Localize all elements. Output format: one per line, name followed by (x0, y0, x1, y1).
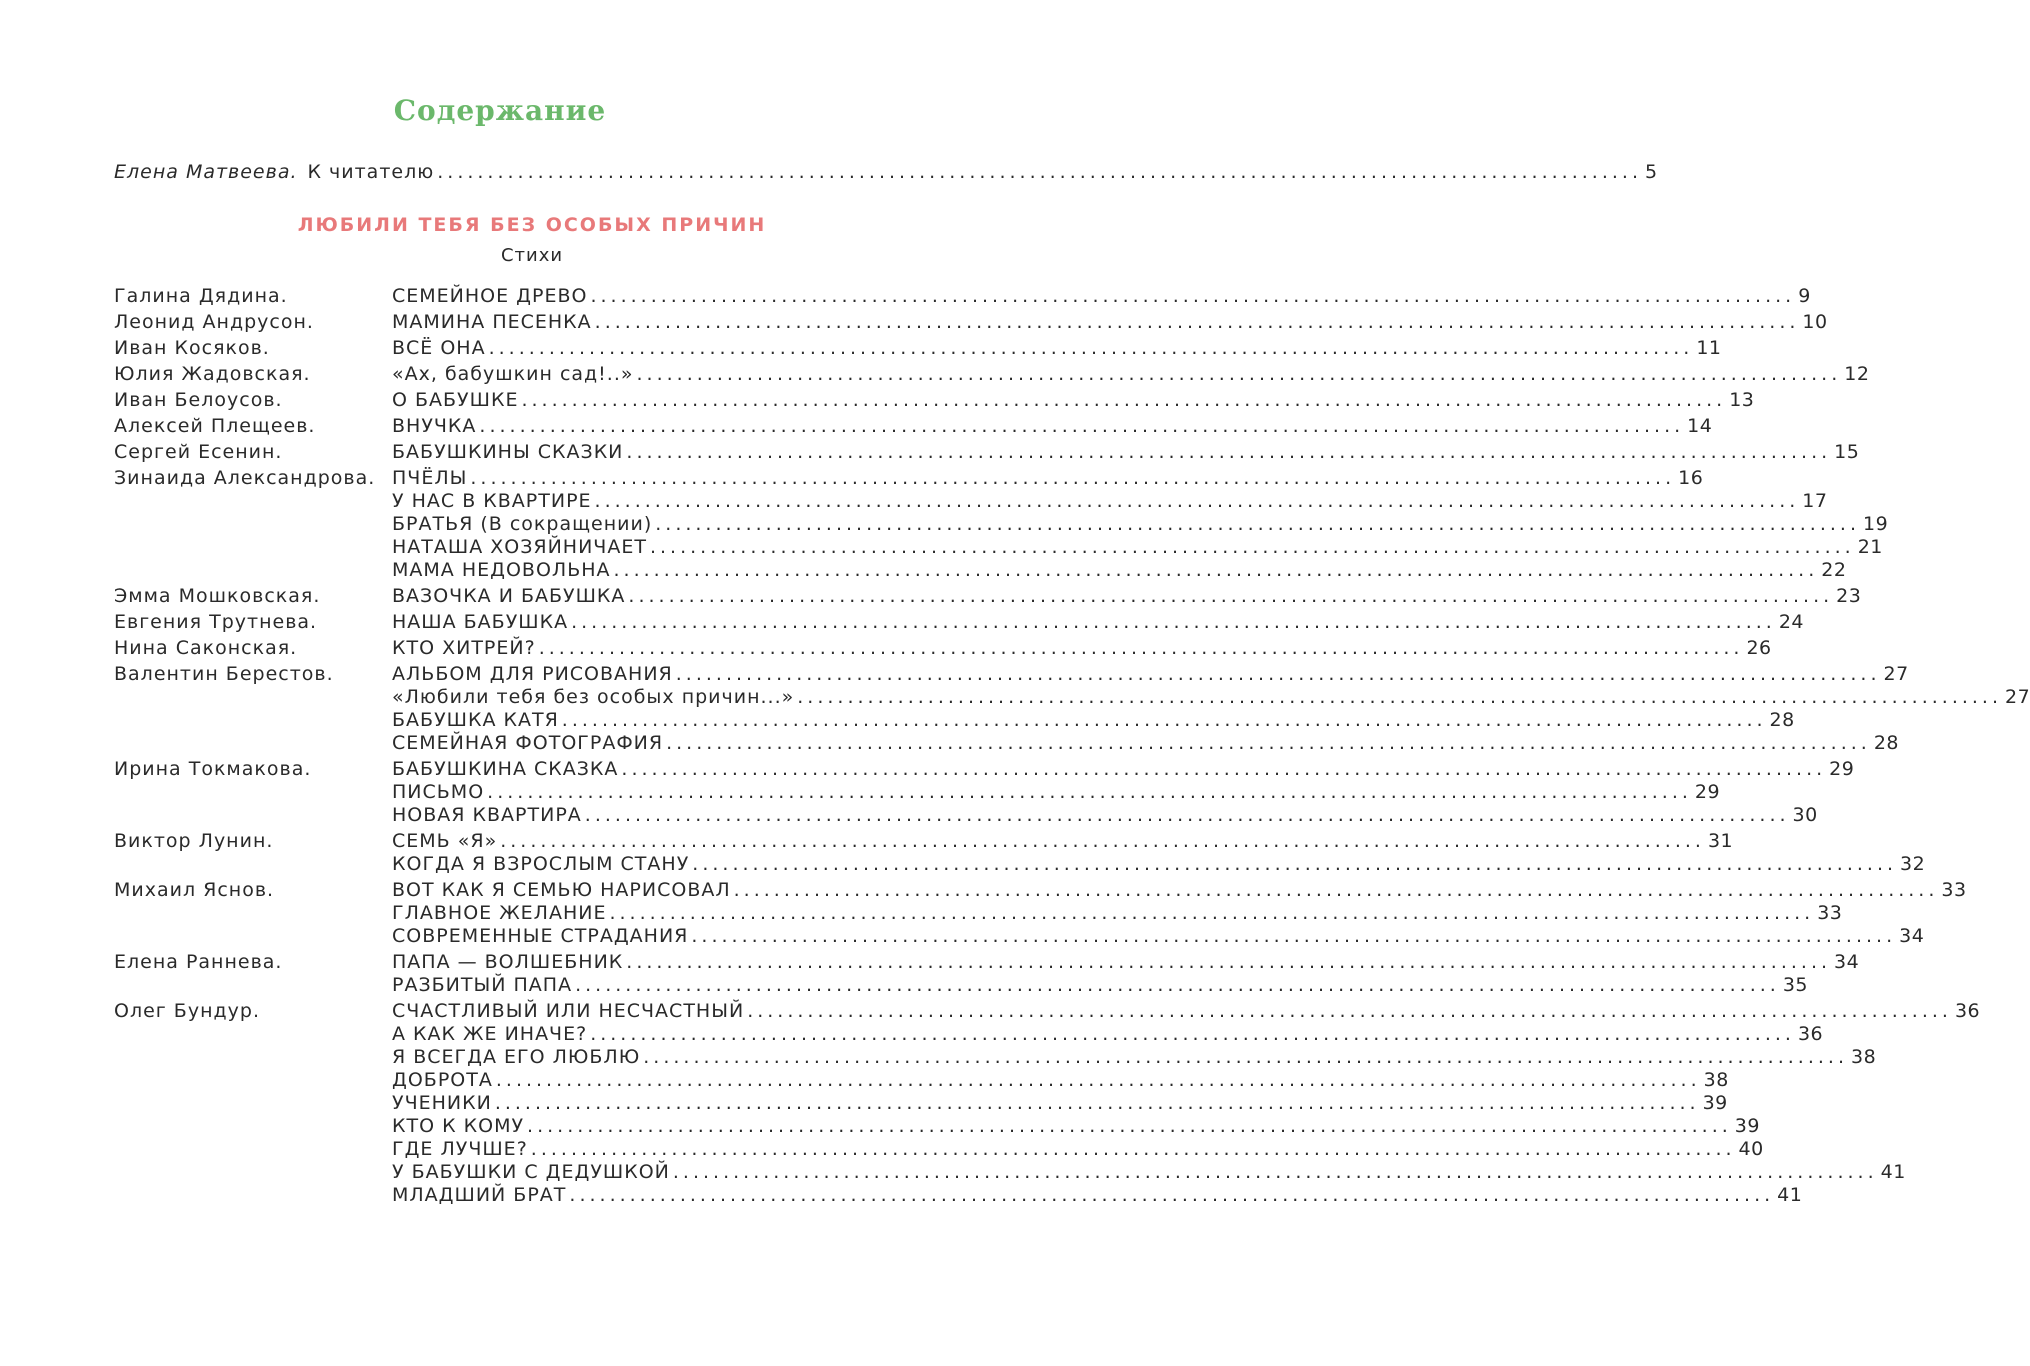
toc-page-number: 26 (1746, 637, 1772, 659)
toc-title: СЕМЕЙНОЕ ДРЕВО (392, 285, 588, 307)
toc-author: Эмма Мошковская. (114, 585, 321, 607)
dot-leader: ........................................................................................................................ (590, 285, 1796, 307)
toc-page-number: 27 (2005, 686, 2030, 708)
toc-entry (392, 610, 1805, 635)
toc-row[interactable] (0, 584, 1862, 609)
dot-leader: ........................................................................................................................ (500, 830, 1705, 852)
preface-page: 5 (1644, 161, 1659, 183)
toc-title: «Ах, бабушкин сад!..» (392, 363, 634, 385)
toc-row[interactable] (0, 924, 1925, 949)
toc-row[interactable] (0, 414, 1713, 439)
toc-page-number: 33 (1941, 879, 1967, 901)
dot-leader: ........................................................................................................................ (649, 536, 1855, 558)
dot-leader: ........................................................................................................................ (675, 663, 1881, 685)
toc-title: СЧАСТЛИВЫЙ ИЛИ НЕСЧАСТНЫЙ (392, 1000, 745, 1022)
dot-leader: ........................................................................................................................ (590, 1023, 1795, 1045)
toc-row[interactable] (0, 1114, 1760, 1139)
toc-row[interactable] (0, 803, 1818, 828)
dot-leader: ........................................................................................................................ (621, 758, 1827, 780)
toc-row[interactable] (0, 512, 1889, 537)
dot-leader: ........................................................................................................................ (609, 902, 1815, 924)
dot-leader: ........................................................................................................................ (487, 781, 1692, 803)
toc-title: У БАБУШКИ С ДЕДУШКОЙ (392, 1161, 670, 1183)
toc-entry (392, 901, 1843, 926)
toc-row[interactable] (0, 973, 1809, 998)
dot-leader: ........................................................................................................................ (655, 513, 1860, 535)
dot-leader: ........................................................................................................................ (437, 161, 1642, 183)
toc-author: Нина Саконская. (114, 637, 298, 659)
toc-row[interactable] (0, 1091, 1728, 1116)
dot-leader: ........................................................................................................................ (626, 951, 1832, 973)
toc-page-number: 34 (1834, 951, 1860, 973)
toc-row[interactable] (0, 558, 1847, 583)
toc-entry (392, 1091, 1728, 1116)
toc-row[interactable] (0, 310, 1828, 335)
toc-entry (392, 1045, 1877, 1070)
toc-page-number: 30 (1792, 804, 1818, 826)
dot-leader: ........................................................................................................................ (584, 804, 1790, 826)
toc-entry (392, 512, 1889, 537)
toc-row[interactable] (0, 1068, 1729, 1093)
toc-page-number: 33 (1817, 902, 1843, 924)
toc-page-number: 34 (1899, 925, 1925, 947)
toc-title: ВАЗОЧКА И БАБУШКА (392, 585, 626, 607)
toc-entry (392, 535, 1883, 560)
toc-row[interactable] (0, 757, 1855, 782)
dot-leader: ........................................................................................................................ (626, 441, 1832, 463)
toc-page-number: 29 (1829, 758, 1855, 780)
page-title: Содержание (393, 94, 607, 127)
dot-leader: ........................................................................................................................ (495, 1069, 1701, 1091)
toc-entry (392, 336, 1722, 361)
toc-author: Михаил Яснов. (114, 879, 275, 901)
toc-entry (392, 999, 1981, 1024)
toc-title: Я ВСЕГДА ЕГО ЛЮБЛЮ (392, 1046, 641, 1068)
toc-row[interactable] (0, 610, 1805, 635)
toc-row[interactable] (0, 780, 1721, 805)
toc-page-number: 13 (1729, 389, 1755, 411)
toc-author: Сергей Есенин. (114, 441, 283, 463)
toc-title: ПЧЁЛЫ (392, 467, 468, 489)
toc-title: ВОТ КАК Я СЕМЬЮ НАРИСОВАЛ (392, 879, 731, 901)
toc-page-number: 32 (1900, 853, 1926, 875)
toc-entry (392, 1137, 1764, 1162)
toc-title: БАБУШКИНА СКАЗКА (392, 758, 619, 780)
toc-author: Валентин Берестов. (114, 663, 334, 685)
toc-entry (392, 950, 1860, 975)
toc-entry (392, 362, 1870, 387)
toc-title: БАБУШКИНЫ СКАЗКИ (392, 441, 624, 463)
toc-row[interactable] (0, 466, 1704, 491)
toc-entry (392, 1114, 1760, 1139)
toc-author: Евгения Трутнева. (114, 611, 318, 633)
toc-title: МЛАДШИЙ БРАТ (392, 1184, 567, 1206)
toc-row[interactable] (0, 1183, 1803, 1208)
toc-title: АЛЬБОМ ДЛЯ РИСОВАНИЯ (392, 663, 673, 685)
toc-row[interactable] (0, 950, 1860, 975)
section-subtitle: Стихи (500, 245, 564, 266)
toc-page-number: 38 (1703, 1069, 1729, 1091)
toc-row[interactable] (0, 388, 1755, 413)
toc-page-number: 9 (1798, 285, 1811, 307)
toc-entry (392, 489, 1828, 514)
toc-author: Алексей Плещеев. (114, 415, 316, 437)
toc-title: БРАТЬЯ (В сокращении) (392, 513, 653, 535)
toc-title: ВНУЧКА (392, 415, 477, 437)
dot-leader: ........................................................................................................................ (594, 490, 1800, 512)
toc-entry (392, 924, 1925, 949)
toc-title: А КАК ЖЕ ИНАЧЕ? (392, 1023, 588, 1045)
dot-leader: ........................................................................................................................ (470, 467, 1676, 489)
section-title: ЛЮБИЛИ ТЕБЯ БЕЗ ОСОБЫХ ПРИЧИН (297, 214, 767, 236)
toc-entry (392, 310, 1828, 335)
dot-leader: ........................................................................................................................ (692, 853, 1898, 875)
toc-page-number: 10 (1802, 311, 1828, 333)
dot-leader: ........................................................................................................................ (643, 1046, 1848, 1068)
toc-entry (392, 636, 1772, 661)
toc-entry (392, 662, 1909, 687)
toc-page-number: 28 (1873, 732, 1900, 754)
toc-entry (392, 584, 1862, 609)
toc-page-number: 21 (1857, 536, 1883, 558)
toc-entry (392, 558, 1847, 583)
toc-row[interactable] (0, 440, 1860, 465)
toc-title: СЕМЕЙНАЯ ФОТОГРАФИЯ (392, 732, 664, 754)
toc-page-number: 39 (1734, 1115, 1760, 1137)
toc-page-number: 41 (1777, 1184, 1803, 1206)
toc-page-number: 16 (1678, 467, 1704, 489)
dot-leader: ........................................................................................................................ (691, 925, 1897, 947)
toc-page-number: 40 (1738, 1138, 1764, 1160)
toc-author: Леонид Андрусон. (114, 311, 314, 333)
dot-leader: ........................................................................................................................ (797, 686, 2003, 708)
toc-title: КТО ХИТРЕЙ? (392, 637, 536, 659)
toc-page-number: 17 (1802, 490, 1828, 512)
toc-title: КОГДА Я ВЗРОСЛЫМ СТАНУ (392, 853, 690, 875)
toc-title: ПАПА — ВОЛШЕБНИК (392, 951, 624, 973)
dot-leader: ........................................................................................................................ (733, 879, 1939, 901)
dot-leader: ........................................................................................................................ (521, 389, 1727, 411)
toc-page-number: 19 (1862, 513, 1889, 535)
toc-page-number: 24 (1778, 611, 1805, 633)
toc-row[interactable] (0, 708, 1795, 733)
toc-page-number: 28 (1769, 709, 1795, 731)
dot-leader: ........................................................................................................................ (530, 1138, 1736, 1160)
toc-row[interactable] (0, 636, 1772, 661)
toc-page-number: 22 (1821, 559, 1847, 581)
toc-title: МАМИНА ПЕСЕНКА (392, 311, 592, 333)
toc-page-number: 36 (1797, 1023, 1824, 1045)
preface-author: Елена Матвеева. (114, 161, 298, 183)
toc-entry (392, 466, 1704, 491)
toc-title: УЧЕНИКИ (392, 1092, 492, 1114)
toc-page-number: 38 (1851, 1046, 1877, 1068)
toc-row[interactable] (0, 901, 1843, 926)
toc-entry (392, 1068, 1729, 1093)
dot-leader: ........................................................................................................................ (527, 1115, 1732, 1137)
toc-page-number: 12 (1844, 363, 1870, 385)
toc-row[interactable] (0, 362, 1870, 387)
dot-leader: ........................................................................................................................ (561, 709, 1767, 731)
toc-page-number: 11 (1696, 337, 1722, 359)
toc-row[interactable] (0, 284, 1811, 309)
toc-page-number: 15 (1834, 441, 1860, 463)
toc-author: Ирина Токмакова. (114, 758, 312, 780)
toc-row[interactable] (0, 829, 1734, 854)
toc-entry (392, 731, 1900, 756)
dot-leader: ........................................................................................................................ (628, 585, 1834, 607)
toc-entry (392, 1183, 1803, 1208)
toc-page-number: 36 (1954, 1000, 1981, 1022)
toc-page-number: 23 (1836, 585, 1862, 607)
toc-title: О БАБУШКЕ (392, 389, 519, 411)
toc-author: Елена Раннева. (114, 951, 283, 973)
toc-page-number: 41 (1880, 1161, 1906, 1183)
toc-author: Иван Белоусов. (114, 389, 283, 411)
dot-leader: ........................................................................................................................ (569, 1184, 1775, 1206)
toc-entry (392, 852, 1926, 877)
dot-leader: ........................................................................................................................ (672, 1161, 1878, 1183)
toc-page-number: 29 (1694, 781, 1721, 803)
dot-leader: ........................................................................................................................ (636, 363, 1842, 385)
toc-row[interactable] (0, 1045, 1877, 1070)
toc-row[interactable] (0, 1160, 1906, 1185)
toc-row[interactable] (0, 535, 1883, 560)
toc-title: НАТАША ХОЗЯЙНИЧАЕТ (392, 536, 647, 558)
toc-author: Иван Косяков. (114, 337, 270, 359)
toc-entry (392, 757, 1855, 782)
toc-title: НОВАЯ КВАРТИРА (392, 804, 582, 826)
toc-page-number: 14 (1687, 415, 1713, 437)
toc-author: Зинаида Александрова. (114, 467, 376, 489)
toc-title: БАБУШКА КАТЯ (392, 709, 559, 731)
toc-entry (392, 780, 1721, 805)
toc-author: Юлия Жадовская. (114, 363, 311, 385)
toc-entry (392, 284, 1811, 309)
toc-title: ВСЁ ОНА (392, 337, 486, 359)
toc-title: У НАС В КВАРТИРЕ (392, 490, 592, 512)
dot-leader: ........................................................................................................................ (494, 1092, 1700, 1114)
dot-leader: ........................................................................................................................ (575, 974, 1780, 996)
toc-title: СОВРЕМЕННЫЕ СТРАДАНИЯ (392, 925, 689, 947)
dot-leader: ........................................................................................................................ (747, 1000, 1952, 1022)
toc-entry (392, 414, 1713, 439)
dot-leader: ........................................................................................................................ (479, 415, 1685, 437)
toc-row[interactable] (0, 852, 1926, 877)
toc-title: СЕМЬ «Я» (392, 830, 498, 852)
toc-author: Олег Бундур. (114, 1000, 260, 1022)
toc-entry (392, 829, 1734, 854)
toc-title: ГЛАВНОЕ ЖЕЛАНИЕ (392, 902, 607, 924)
toc-row[interactable] (0, 685, 2030, 710)
toc-title: НАША БАБУШКА (392, 611, 569, 633)
toc-row[interactable] (0, 878, 1967, 903)
toc-row[interactable] (0, 1022, 1824, 1047)
toc-row[interactable] (0, 489, 1828, 514)
toc-title: ГДЕ ЛУЧШЕ? (392, 1138, 528, 1160)
toc-page-number: 35 (1782, 974, 1809, 996)
toc-entry (392, 685, 2030, 710)
toc-title: КТО К КОМУ (392, 1115, 525, 1137)
toc-row[interactable] (0, 1137, 1764, 1162)
toc-author: Виктор Лунин. (114, 830, 274, 852)
dot-leader: ........................................................................................................................ (488, 337, 1694, 359)
toc-entry (392, 878, 1967, 903)
toc-entry (392, 973, 1809, 998)
dot-leader: ........................................................................................................................ (613, 559, 1819, 581)
dot-leader: ........................................................................................................................ (594, 311, 1800, 333)
toc-row[interactable] (0, 662, 1909, 687)
toc-entry (392, 803, 1818, 828)
toc-row[interactable] (0, 336, 1722, 361)
toc-entry (392, 388, 1755, 413)
dot-leader: ........................................................................................................................ (666, 732, 1871, 754)
toc-page-number: 27 (1883, 663, 1909, 685)
toc-title: ПИСЬМО (392, 781, 485, 803)
toc-row[interactable] (0, 731, 1900, 756)
dot-leader: ........................................................................................................................ (538, 637, 1744, 659)
toc-entry (392, 1160, 1906, 1185)
toc-author: Галина Дядина. (114, 285, 288, 307)
toc-entry (392, 440, 1860, 465)
toc-entry (392, 708, 1795, 733)
toc-row[interactable] (0, 999, 1981, 1024)
toc-page-number: 39 (1702, 1092, 1728, 1114)
toc-page-number: 31 (1707, 830, 1734, 852)
toc-title: МАМА НЕДОВОЛЬНА (392, 559, 611, 581)
dot-leader: ........................................................................................................................ (571, 611, 1776, 633)
toc-title: РАЗБИТЫЙ ПАПА (392, 974, 573, 996)
preface-entry[interactable] (114, 161, 1659, 183)
toc-title: «Любили тебя без особых причин...» (392, 686, 795, 708)
toc-title: ДОБРОТА (392, 1069, 493, 1091)
preface-title: К читателю (307, 161, 435, 183)
toc-entry (392, 1022, 1824, 1047)
